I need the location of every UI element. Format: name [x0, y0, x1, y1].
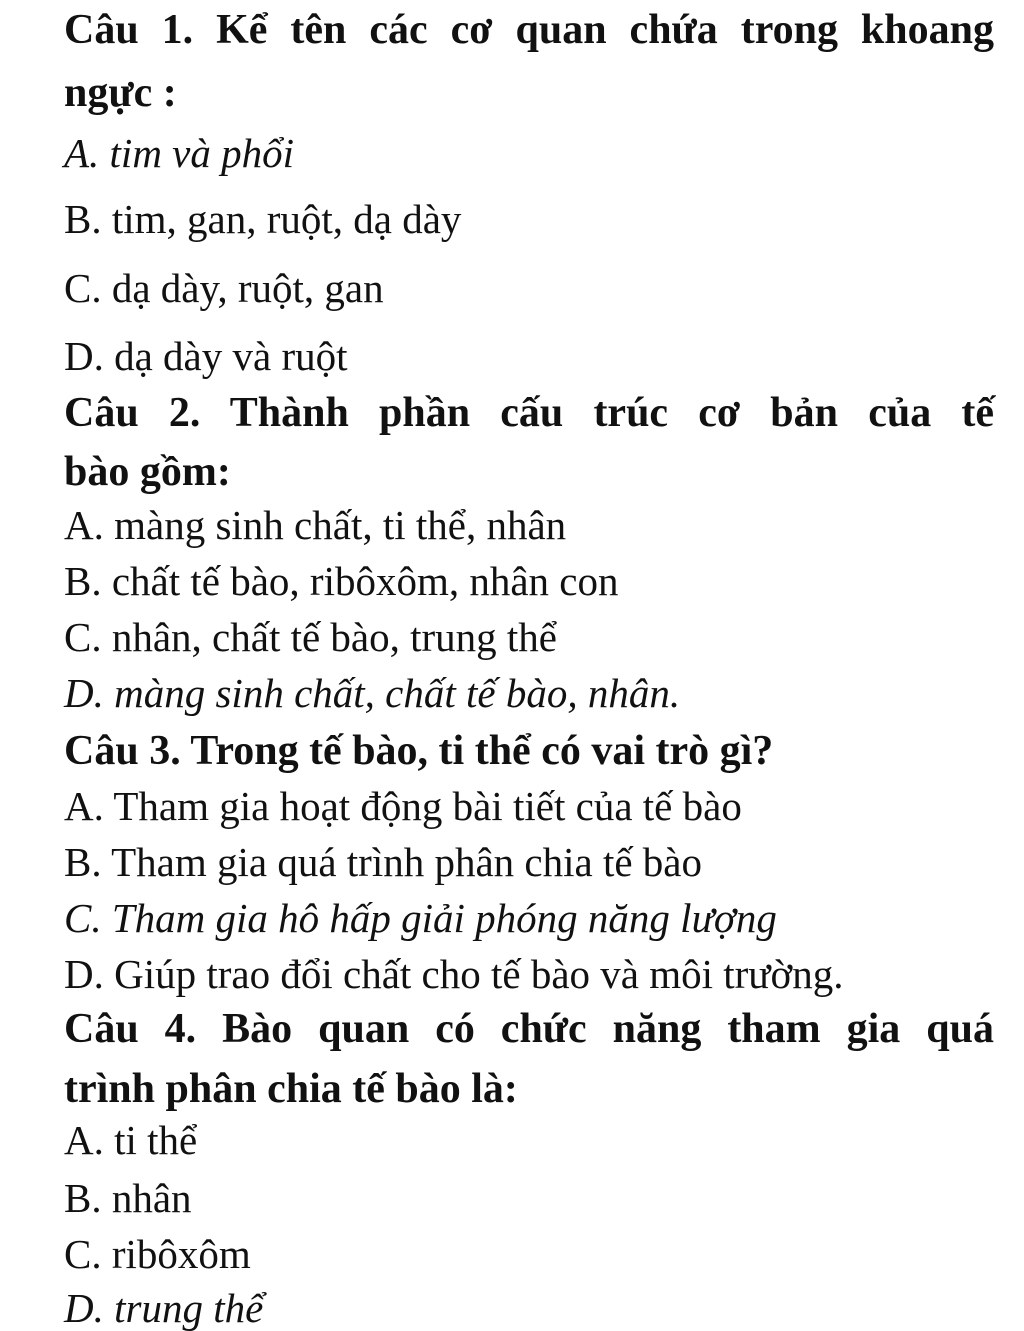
question-2-title-line-2: bào gồm:	[64, 449, 231, 495]
question-3-option-b: B. Tham gia quá trình phân chia tế bào	[64, 839, 702, 885]
question-4-title-line-1: Câu 4. Bào quan có chức năng tham gia quá	[64, 1006, 994, 1052]
question-2-option-b: B. chất tế bào, ribôxôm, nhân con	[64, 558, 619, 604]
question-3-title: Câu 3. Trong tế bào, ti thể có vai trò gì?	[64, 728, 774, 774]
question-4-option-b: B. nhân	[64, 1175, 192, 1221]
question-1-option-a: A. tim và phổi	[64, 130, 295, 176]
question-4-option-d: D. trung thể	[64, 1285, 264, 1331]
question-1-option-c: C. dạ dày, ruột, gan	[64, 265, 384, 311]
question-2-option-c: C. nhân, chất tế bào, trung thể	[64, 614, 558, 660]
question-1-option-b: B. tim, gan, ruột, dạ dày	[64, 196, 462, 242]
question-1-title-line-2: ngực :	[64, 70, 177, 116]
question-3-option-c: C. Tham gia hô hấp giải phóng năng lượng	[64, 895, 777, 941]
question-2-option-d: D. màng sinh chất, chất tế bào, nhân.	[64, 670, 681, 716]
question-2-title-line-1: Câu 2. Thành phần cấu trúc cơ bản của tế	[64, 390, 994, 436]
question-2-option-a: A. màng sinh chất, ti thể, nhân	[64, 502, 567, 548]
question-4-option-a: A. ti thể	[64, 1117, 198, 1163]
question-1-option-d: D. dạ dày và ruột	[64, 333, 348, 379]
question-1-title-line-1: Câu 1. Kể tên các cơ quan chứa trong khoang	[64, 7, 994, 53]
question-4-option-c: C. ribôxôm	[64, 1231, 251, 1277]
question-3-option-a: A. Tham gia hoạt động bài tiết của tế bào	[64, 783, 742, 829]
question-4-title-line-2: trình phân chia tế bào là:	[64, 1066, 518, 1112]
question-3-option-d: D. Giúp trao đổi chất cho tế bào và môi trường.	[64, 951, 844, 997]
